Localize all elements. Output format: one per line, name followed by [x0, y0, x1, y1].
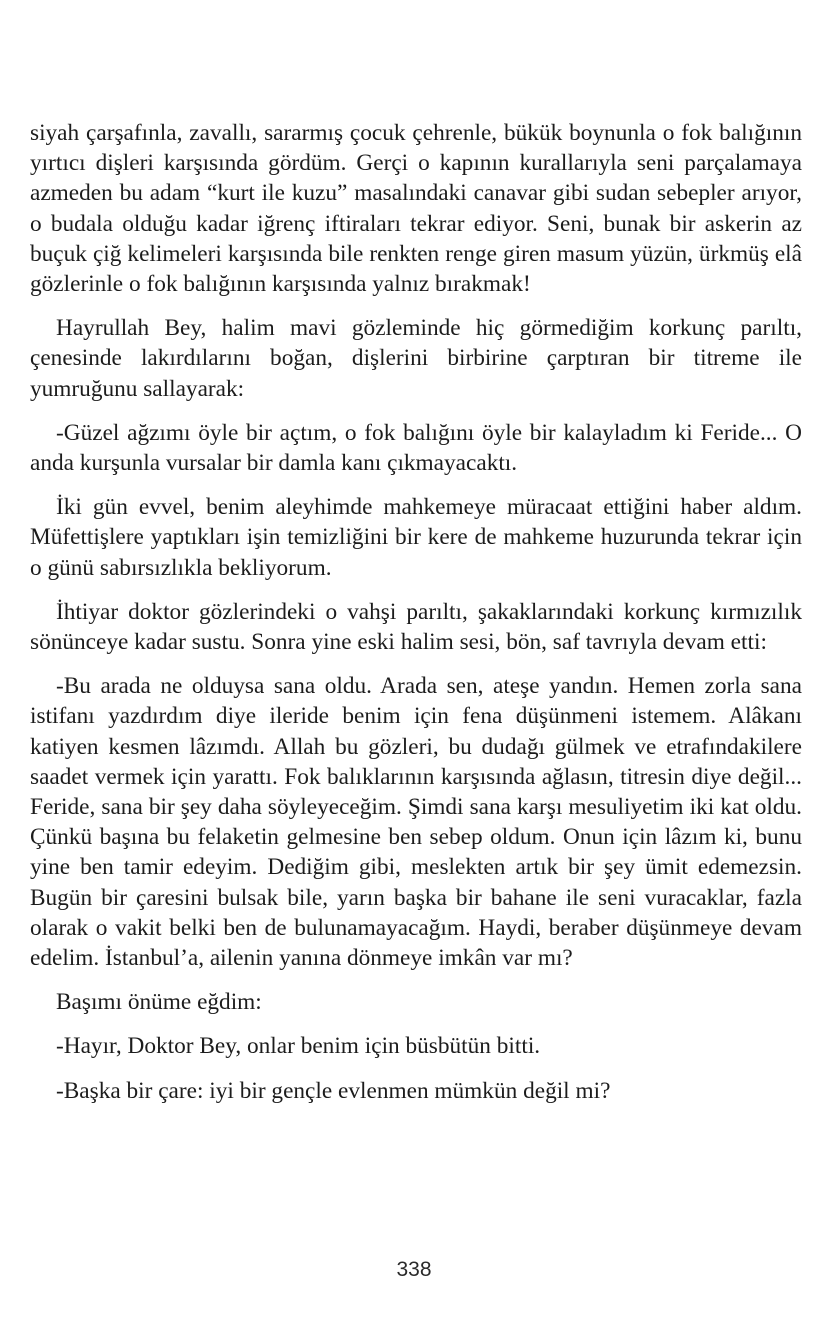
paragraph-dialogue-guzel-agzimi: -Güzel ağzımı öyle bir açtım, o fok balığını öyle bir kalayladım ki Feride... O anda kurşunla vursalar bir damla kanı çıkmayacaktı.	[30, 419, 802, 477]
paragraph-dialogue-bu-arada: -Bu arada ne olduysa sana oldu. Arada sen, ateşe yandın. Hemen zorla sana istifanı yazdırdım diye ileride benim için fena düşünmeni istemem. Alâkanı katiyen kesmen lâzımdı. Allah bu gözleri, bu dudağı gülmek ve etrafındakilere saadet vermek için yarattı. Fok balıklarının karşısında ağlasın, titresin diye değil... Feride, sana bir şey daha söyleyeceğim. Şimdi sana karşı mesuliyetim iki kat oldu. Çünkü başına bu felaketin gelmesine ben sebep oldum. Onun için lâzım ki, bunu yine ben tamir edeyim. Dediğim gibi, meslekten artık bir şey ümit edemezsin. Bugün bir çaresini bulsak bile, yarın başka bir bahane ile seni vuracaklar, fazla olarak o vakit belki ben de bulunamayacağım. Haydi, beraber düşünmeye devam edelim. İstanbul’a, ailenin yanına dönmeye imkân var mı?	[30, 673, 802, 972]
paragraph-hayrullah-bey: Hayrullah Bey, halim mavi gözleminde hiç görmediğim korkunç parıltı, çenesinde lakırdılarını boğan, dişlerini birbirine çarptıran bir titreme ile yumruğunu sallayarak:	[30, 315, 802, 402]
page-number: 338	[396, 1258, 432, 1281]
paragraph-continuation: siyah çarşafınla, zavallı, sararmış çocuk çehrenle, bükük boynunla o fok balığının yırtıcı dişleri karşısında gördüm. Gerçi o kapının kurallarıyla seni parçalamaya azmeden bu adam “kurt ile kuzu” masalındaki canavar gibi sudan sebepler arıyor, o budala olduğu kadar iğrenç iftiraları tekrar ediyor. Seni, bunak bir askerin az buçuk çiğ kelimeleri karşısında bile renkten renge giren masum yüzün, ürkmüş elâ gözlerinle o fok balığının karşısında yalnız bırakmak!	[30, 120, 802, 298]
paragraph-dialogue-baska-bir-care: -Başka bir çare: iyi bir gençle evlenmen mümkün değil mi?	[56, 1077, 611, 1104]
paragraph-ihtiyar-doktor: İhtiyar doktor gözlerindeki o vahşi parıltı, şakaklarındaki korkunç kırmızılık sönünceye kadar sustu. Sonra yine eski halim sesi, bön, saf tavrıyla devam etti:	[30, 598, 802, 656]
paragraph-basimi-onume: Başımı önüme eğdim:	[56, 989, 262, 1016]
paragraph-dialogue-hayir: -Hayır, Doktor Bey, onlar benim için büsbütün bitti.	[56, 1033, 541, 1060]
paragraph-iki-gun-evvel: İki gün evvel, benim aleyhimde mahkemeye müracaat ettiğini haber aldım. Müfettişlere yaptıkları işin temizliğini bir kere de mahkeme huzurunda tekrar için o günü sabırsızlıkla bekliyorum.	[30, 494, 802, 581]
book-page	[30, 118, 802, 1120]
